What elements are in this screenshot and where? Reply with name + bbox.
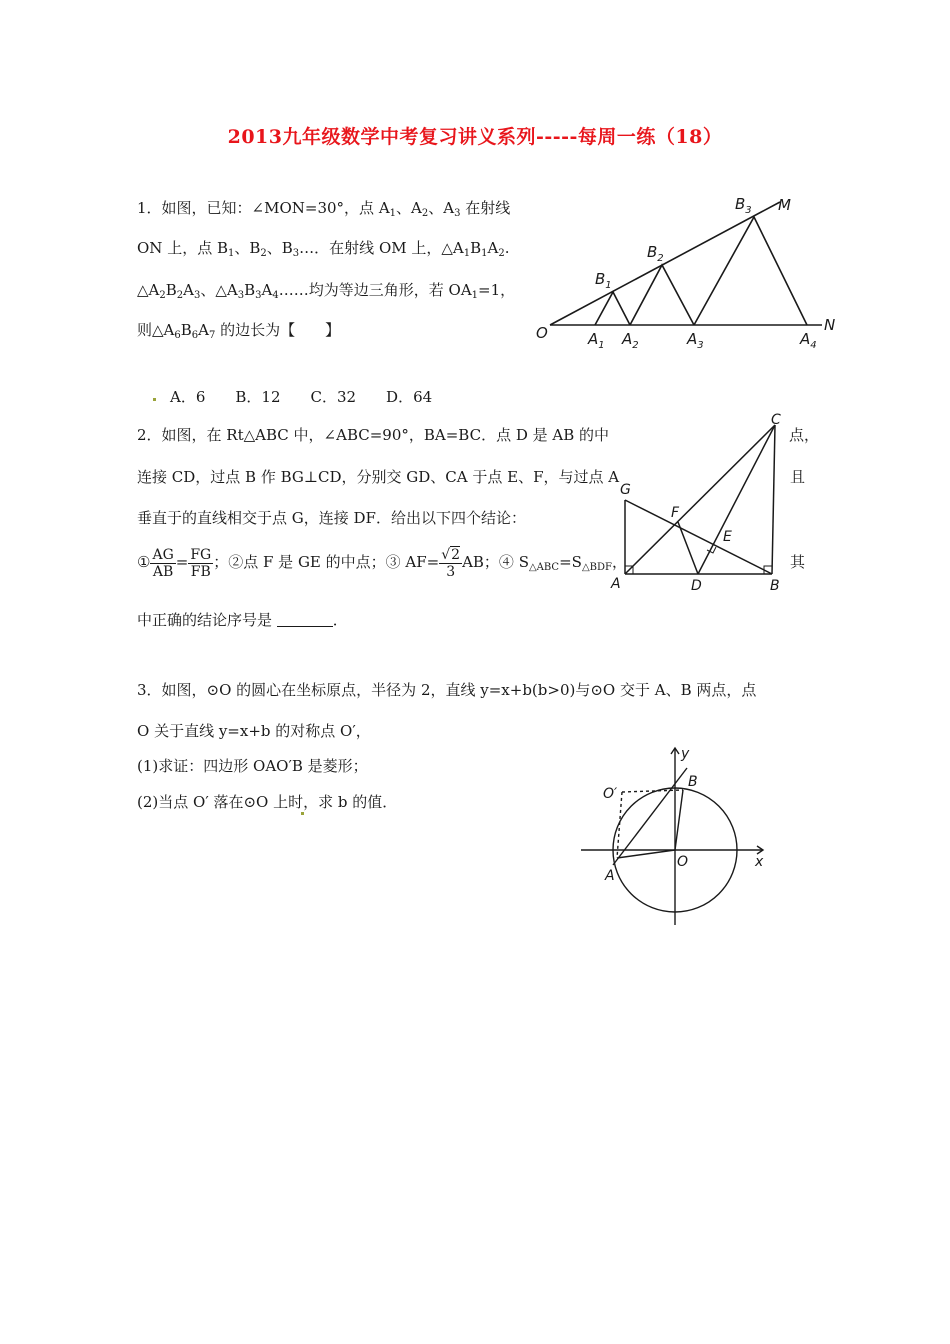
q2-figure (605, 410, 795, 595)
triangle-3 (694, 217, 807, 325)
q2-line-2: 连接 CD，过点 B 作 BG⊥CD，分别交 GD、CA 于点 E、F，与过点 A (137, 468, 620, 486)
ray-om (550, 202, 780, 325)
q2-line-1: 2．如图，在 Rt△ABC 中，∠ABC=90°，BA=BC．点 D 是 AB 的中 (137, 426, 610, 444)
label-O: O (677, 854, 689, 870)
segment-oa (617, 850, 675, 858)
q1-figure (532, 192, 852, 352)
q3-line-2: O 关于直线 y=x+b 的对称点 O′， (137, 722, 371, 740)
label-F: F (671, 505, 680, 521)
fraction-ag-ab: $\frac{AG}{AB}$ (152, 546, 174, 580)
dashed-o-prime-b (622, 790, 683, 792)
label-A: A (611, 576, 621, 592)
label-B2: $B_2$ (647, 243, 664, 264)
triangle-1 (595, 292, 630, 325)
q1-line-4: 则$\triangle A_6B_6A_7$ 的边长为【 】 (137, 321, 341, 341)
q2-line-2-end: 且 (790, 468, 806, 486)
fraction-fg-fb: $\frac{FG}{FB}$ (190, 546, 212, 580)
label-B: B (770, 578, 780, 594)
label-C: C (771, 412, 781, 428)
speck-mark (301, 812, 304, 815)
q2-line-5: 中正确的结论序号是 ． (137, 611, 348, 629)
label-G: G (620, 482, 631, 498)
side-bc (772, 425, 775, 574)
label-D: D (691, 578, 702, 594)
q2-line-3: 垂直于的直线相交于点 G，连接 DF．给出以下四个结论： (137, 509, 526, 527)
label-B: B (688, 774, 698, 790)
q1-line-2: ON 上，点 $B_1$、$B_2$、$B_3\dots$．在射线 OM 上，$\triangle A_1B_1A_2$. (137, 239, 510, 259)
label-E: E (723, 529, 732, 545)
q3-line-1: 3．如图，⊙O 的圆心在坐标原点，半径为 2，直线 y=x+b(b>0)与⊙O 交于 A、B 两点，点 (137, 681, 757, 699)
label-N: N (824, 316, 836, 334)
segment-df (678, 522, 698, 574)
label-B3: $B_3$ (735, 195, 752, 216)
answer-blank (277, 612, 333, 627)
label-A3: $A_3$ (687, 330, 704, 351)
label-B1: $B_1$ (595, 270, 612, 291)
q3-line-3: (1)求证：四边形 OAO′B 是菱形； (137, 757, 368, 775)
label-O-prime: O′ (603, 786, 618, 802)
q2-line-4-end: 其 (790, 553, 806, 571)
q1-line-3: $\triangle A_2B_2A_3$、$\triangle A_3B_3A_4\dots\dots$均为等边三角形，若 $OA_1=1$， (137, 281, 516, 301)
page-title: 2013九年级数学中考复习讲义系列-----每周一练（18） (227, 126, 723, 148)
label-x: x (755, 854, 764, 870)
q2-line-1-end: 点， (789, 426, 820, 444)
q2-conclusions: ① $\frac{AG}{AB}$ = $\frac{FG}{FB}$ ；②点 F 是 GE 的中点；③ AF= $\frac{√2}{3}$ AB；④ $S_{\triangle ABC}=S_{\triangle BDF}$， (137, 546, 627, 580)
q1-line-1: 1．如图，已知：∠MON=30°，点 $A_1$、$A_2$、$A_3$ 在射线 (137, 199, 511, 219)
q3-figure (575, 740, 775, 930)
q1-options: A．6 B．12 C．32 D．64 (170, 388, 433, 406)
speck-mark (153, 398, 156, 401)
label-A4: $A_4$ (800, 330, 817, 351)
segment-ob (675, 790, 683, 850)
label-y: y (681, 746, 690, 762)
label-A2: $A_2$ (622, 330, 639, 351)
label-M: M (778, 196, 791, 214)
q3-line-4: (2)当点 O′ 落在⊙O 上时，求 b 的值． (137, 793, 398, 811)
label-O: O (536, 324, 548, 342)
side-ca (625, 425, 775, 574)
triangle-2 (630, 265, 694, 325)
label-A1: $A_1$ (588, 330, 605, 351)
label-A: A (605, 868, 615, 884)
fraction-sqrt2-3: $\frac{√2}{3}$ (441, 546, 461, 580)
segment-gb (625, 500, 772, 574)
